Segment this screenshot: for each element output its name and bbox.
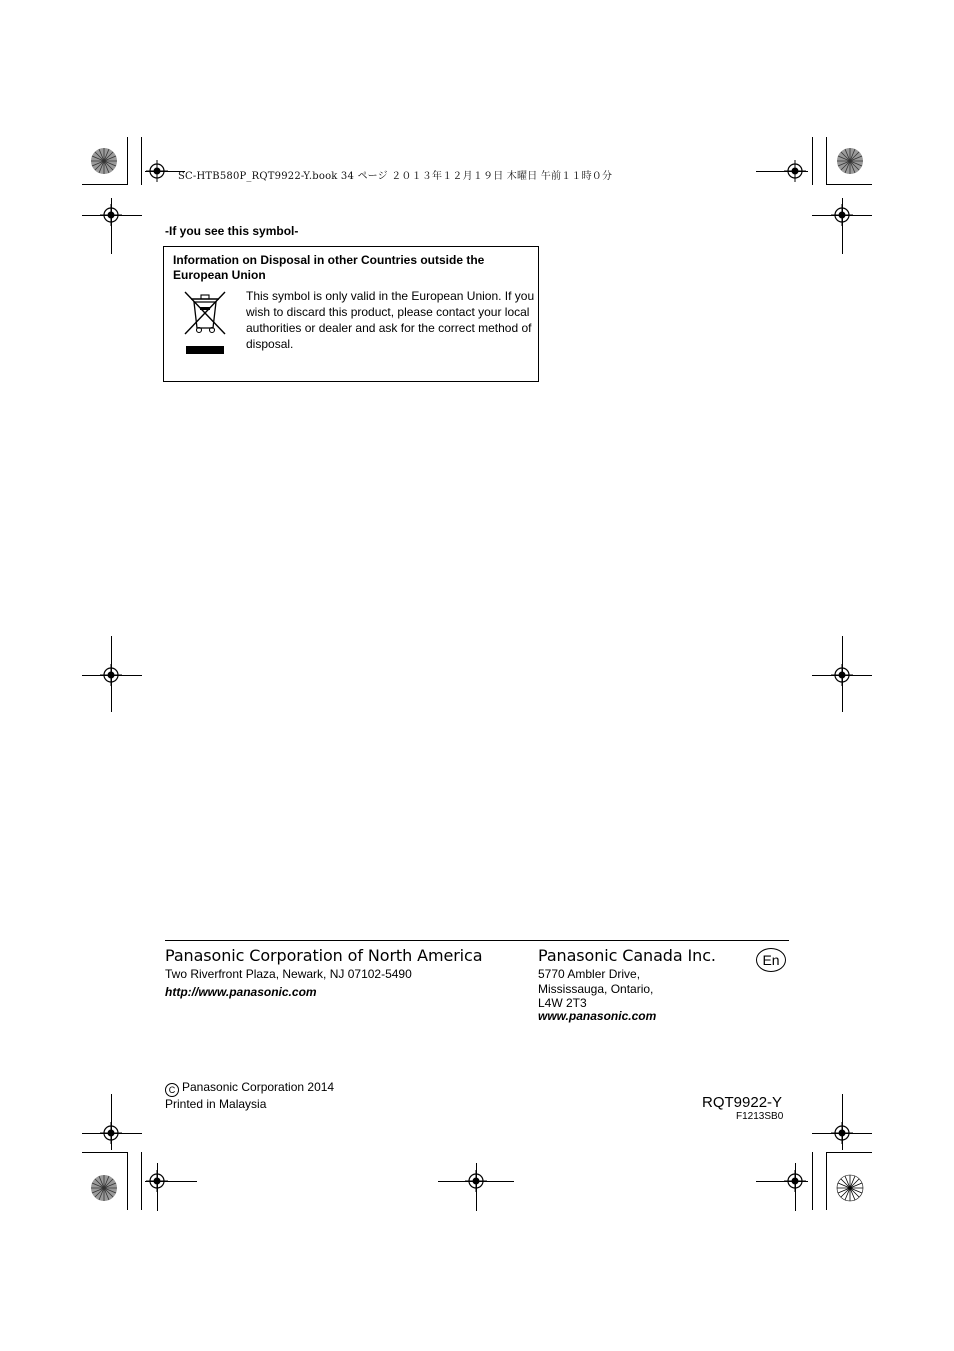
- copyright-icon: C: [165, 1083, 179, 1097]
- registration-mark-icon: [100, 664, 122, 686]
- starburst-mark-icon: [836, 1174, 864, 1202]
- crossed-out-wheelie-bin-icon: [182, 288, 228, 361]
- registration-mark-icon: [146, 160, 168, 182]
- north-america-website-link[interactable]: http://www.panasonic.com: [165, 985, 317, 999]
- registration-mark-icon: [465, 1170, 487, 1192]
- north-america-company-name: Panasonic Corporation of North America: [165, 946, 483, 965]
- canada-address-line2: Mississauga, Ontario,: [538, 982, 654, 996]
- canada-address-line1: 5770 Ambler Drive,: [538, 967, 641, 981]
- registration-mark-icon: [100, 204, 122, 226]
- registration-mark-icon: [100, 1122, 122, 1144]
- starburst-mark-icon: [90, 1174, 118, 1202]
- symbol-heading: -If you see this symbol-: [165, 224, 299, 238]
- disposal-info-box: [163, 246, 539, 382]
- model-number: RQT9922-Y: [702, 1094, 783, 1111]
- disposal-title: Information on Disposal in other Countries outside the European Union: [173, 253, 485, 282]
- starburst-mark-icon: [836, 147, 864, 175]
- starburst-mark-icon: [90, 147, 118, 175]
- printed-in: Printed in Malaysia: [165, 1097, 267, 1111]
- copyright-text: Panasonic Corporation 2014: [182, 1080, 335, 1094]
- registration-mark-icon: [831, 664, 853, 686]
- canada-address-line3: L4W 2T3: [538, 996, 587, 1010]
- registration-mark-icon: [784, 160, 806, 182]
- north-america-address: Two Riverfront Plaza, Newark, NJ 07102-5490: [165, 967, 412, 981]
- registration-mark-icon: [831, 204, 853, 226]
- print-code: F1213SB0: [736, 1111, 784, 1122]
- copyright-line: [165, 1080, 334, 1097]
- canada-website-link[interactable]: www.panasonic.com: [538, 1009, 657, 1023]
- language-badge: En: [756, 948, 786, 972]
- registration-mark-icon: [784, 1170, 806, 1192]
- book-header: SC-HTB580P_RQT9922-Y.book 34 ページ ２０１３年１２月１９日 木曜日 午前１１時０分: [178, 171, 613, 182]
- disposal-body: This symbol is only valid in the European Union. If you wish to discard this product, please contact your local authorities or dealer and ask for the correct method of disposal.: [246, 289, 535, 351]
- canada-company-name: Panasonic Canada Inc.: [538, 946, 716, 965]
- registration-mark-icon: [831, 1122, 853, 1144]
- registration-mark-icon: [146, 1170, 168, 1192]
- footer-divider: [165, 940, 789, 941]
